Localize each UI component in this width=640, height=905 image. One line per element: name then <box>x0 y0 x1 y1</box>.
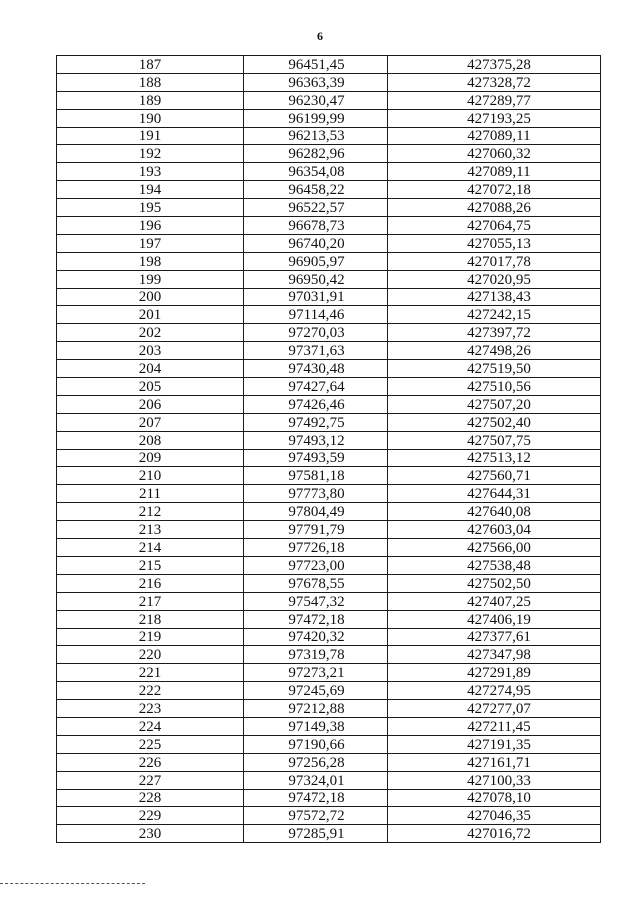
table-row <box>57 556 601 574</box>
table-row <box>57 217 601 235</box>
x-coordinate-cell: 97031,91 <box>244 288 388 306</box>
point-number-cell: 193 <box>57 163 244 181</box>
point-number-cell: 204 <box>57 360 244 378</box>
x-coordinate-cell: 97678,55 <box>244 574 388 592</box>
point-number-cell: 199 <box>57 270 244 288</box>
x-coordinate-cell: 97427,64 <box>244 378 388 396</box>
x-coordinate-cell: 97472,18 <box>244 789 388 807</box>
point-number-cell: 189 <box>57 91 244 109</box>
x-coordinate-cell: 97273,21 <box>244 664 388 682</box>
x-coordinate-cell: 96213,53 <box>244 127 388 145</box>
x-coordinate-cell: 97324,01 <box>244 771 388 789</box>
point-number-cell: 212 <box>57 503 244 521</box>
y-coordinate-cell: 427193,25 <box>388 109 601 127</box>
point-number-cell: 194 <box>57 181 244 199</box>
table-row <box>57 91 601 109</box>
point-number-cell: 221 <box>57 664 244 682</box>
y-coordinate-cell: 427138,43 <box>388 288 601 306</box>
y-coordinate-cell: 427161,71 <box>388 753 601 771</box>
table-row <box>57 252 601 270</box>
table-row <box>57 771 601 789</box>
x-coordinate-cell: 97270,03 <box>244 324 388 342</box>
point-number-cell: 228 <box>57 789 244 807</box>
x-coordinate-cell: 96950,42 <box>244 270 388 288</box>
y-coordinate-cell: 427566,00 <box>388 539 601 557</box>
point-number-cell: 230 <box>57 825 244 843</box>
y-coordinate-cell: 427538,48 <box>388 556 601 574</box>
y-coordinate-cell: 427513,12 <box>388 449 601 467</box>
point-number-cell: 205 <box>57 378 244 396</box>
x-coordinate-cell: 97492,75 <box>244 413 388 431</box>
y-coordinate-cell: 427289,77 <box>388 91 601 109</box>
table-row <box>57 127 601 145</box>
x-coordinate-cell: 97547,32 <box>244 592 388 610</box>
y-coordinate-cell: 427060,32 <box>388 145 601 163</box>
table-row <box>57 789 601 807</box>
table-row <box>57 753 601 771</box>
y-coordinate-cell: 427191,35 <box>388 735 601 753</box>
table-row <box>57 485 601 503</box>
y-coordinate-cell: 427502,40 <box>388 413 601 431</box>
table-row <box>57 288 601 306</box>
point-number-cell: 195 <box>57 199 244 217</box>
table-row <box>57 735 601 753</box>
point-number-cell: 211 <box>57 485 244 503</box>
x-coordinate-cell: 96282,96 <box>244 145 388 163</box>
y-coordinate-cell: 427211,45 <box>388 717 601 735</box>
x-coordinate-cell: 97256,28 <box>244 753 388 771</box>
point-number-cell: 202 <box>57 324 244 342</box>
point-number-cell: 192 <box>57 145 244 163</box>
page-number: 6 <box>317 29 323 43</box>
y-coordinate-cell: 427560,71 <box>388 467 601 485</box>
y-coordinate-cell: 427055,13 <box>388 234 601 252</box>
table-row <box>57 109 601 127</box>
y-coordinate-cell: 427507,75 <box>388 431 601 449</box>
y-coordinate-cell: 427291,89 <box>388 664 601 682</box>
y-coordinate-cell: 427046,35 <box>388 807 601 825</box>
x-coordinate-cell: 97773,80 <box>244 485 388 503</box>
table-row <box>57 717 601 735</box>
point-number-cell: 201 <box>57 306 244 324</box>
point-number-cell: 210 <box>57 467 244 485</box>
point-number-cell: 215 <box>57 556 244 574</box>
x-coordinate-cell: 97426,46 <box>244 395 388 413</box>
point-number-cell: 197 <box>57 234 244 252</box>
coordinates-table <box>56 55 601 843</box>
table-row <box>57 628 601 646</box>
point-number-cell: 208 <box>57 431 244 449</box>
y-coordinate-cell: 427640,08 <box>388 503 601 521</box>
y-coordinate-cell: 427020,95 <box>388 270 601 288</box>
x-coordinate-cell: 96230,47 <box>244 91 388 109</box>
point-number-cell: 217 <box>57 592 244 610</box>
x-coordinate-cell: 96740,20 <box>244 234 388 252</box>
table-row <box>57 342 601 360</box>
x-coordinate-cell: 97285,91 <box>244 825 388 843</box>
x-coordinate-cell: 97726,18 <box>244 539 388 557</box>
y-coordinate-cell: 427347,98 <box>388 646 601 664</box>
x-coordinate-cell: 96354,08 <box>244 163 388 181</box>
y-coordinate-cell: 427088,26 <box>388 199 601 217</box>
table-row <box>57 825 601 843</box>
x-coordinate-cell: 96905,97 <box>244 252 388 270</box>
y-coordinate-cell: 427507,20 <box>388 395 601 413</box>
x-coordinate-cell: 96522,57 <box>244 199 388 217</box>
table-row <box>57 324 601 342</box>
table-row <box>57 378 601 396</box>
table-row <box>57 521 601 539</box>
point-number-cell: 213 <box>57 521 244 539</box>
x-coordinate-cell: 97791,79 <box>244 521 388 539</box>
table-row <box>57 181 601 199</box>
point-number-cell: 190 <box>57 109 244 127</box>
y-coordinate-cell: 427277,07 <box>388 700 601 718</box>
x-coordinate-cell: 97212,88 <box>244 700 388 718</box>
y-coordinate-cell: 427406,19 <box>388 610 601 628</box>
x-coordinate-cell: 97190,66 <box>244 735 388 753</box>
table-row <box>57 199 601 217</box>
y-coordinate-cell: 427375,28 <box>388 56 601 74</box>
y-coordinate-cell: 427072,18 <box>388 181 601 199</box>
table-row <box>57 431 601 449</box>
table-row <box>57 700 601 718</box>
y-coordinate-cell: 427017,78 <box>388 252 601 270</box>
table-row <box>57 163 601 181</box>
x-coordinate-cell: 97149,38 <box>244 717 388 735</box>
y-coordinate-cell: 427377,61 <box>388 628 601 646</box>
table-row <box>57 360 601 378</box>
table-row <box>57 395 601 413</box>
x-coordinate-cell: 97581,18 <box>244 467 388 485</box>
y-coordinate-cell: 427519,50 <box>388 360 601 378</box>
point-number-cell: 226 <box>57 753 244 771</box>
x-coordinate-cell: 96458,22 <box>244 181 388 199</box>
point-number-cell: 220 <box>57 646 244 664</box>
x-coordinate-cell: 97420,32 <box>244 628 388 646</box>
point-number-cell: 229 <box>57 807 244 825</box>
table-row <box>57 467 601 485</box>
table-row <box>57 592 601 610</box>
table-row <box>57 610 601 628</box>
table-row <box>57 646 601 664</box>
table-row <box>57 145 601 163</box>
y-coordinate-cell: 427089,11 <box>388 127 601 145</box>
x-coordinate-cell: 97493,12 <box>244 431 388 449</box>
point-number-cell: 227 <box>57 771 244 789</box>
point-number-cell: 214 <box>57 539 244 557</box>
x-coordinate-cell: 97572,72 <box>244 807 388 825</box>
table-row <box>57 539 601 557</box>
point-number-cell: 225 <box>57 735 244 753</box>
y-coordinate-cell: 427498,26 <box>388 342 601 360</box>
table-row <box>57 664 601 682</box>
y-coordinate-cell: 427078,10 <box>388 789 601 807</box>
x-coordinate-cell: 96363,39 <box>244 73 388 91</box>
x-coordinate-cell: 97804,49 <box>244 503 388 521</box>
y-coordinate-cell: 427089,11 <box>388 163 601 181</box>
y-coordinate-cell: 427644,31 <box>388 485 601 503</box>
point-number-cell: 187 <box>57 56 244 74</box>
point-number-cell: 200 <box>57 288 244 306</box>
y-coordinate-cell: 427242,15 <box>388 306 601 324</box>
x-coordinate-cell: 96451,45 <box>244 56 388 74</box>
table-row <box>57 56 601 74</box>
y-coordinate-cell: 427064,75 <box>388 217 601 235</box>
table-row <box>57 807 601 825</box>
point-number-cell: 198 <box>57 252 244 270</box>
table-row <box>57 306 601 324</box>
point-number-cell: 207 <box>57 413 244 431</box>
table-row <box>57 270 601 288</box>
table-row <box>57 234 601 252</box>
y-coordinate-cell: 427603,04 <box>388 521 601 539</box>
point-number-cell: 218 <box>57 610 244 628</box>
x-coordinate-cell: 97723,00 <box>244 556 388 574</box>
footer-rule <box>0 883 145 884</box>
point-number-cell: 224 <box>57 717 244 735</box>
y-coordinate-cell: 427510,56 <box>388 378 601 396</box>
x-coordinate-cell: 97245,69 <box>244 682 388 700</box>
table-row <box>57 574 601 592</box>
x-coordinate-cell: 97371,63 <box>244 342 388 360</box>
point-number-cell: 191 <box>57 127 244 145</box>
y-coordinate-cell: 427397,72 <box>388 324 601 342</box>
y-coordinate-cell: 427016,72 <box>388 825 601 843</box>
y-coordinate-cell: 427407,25 <box>388 592 601 610</box>
coordinates-table-body <box>57 56 601 843</box>
x-coordinate-cell: 96199,99 <box>244 109 388 127</box>
y-coordinate-cell: 427328,72 <box>388 73 601 91</box>
point-number-cell: 209 <box>57 449 244 467</box>
point-number-cell: 206 <box>57 395 244 413</box>
x-coordinate-cell: 97493,59 <box>244 449 388 467</box>
table-row <box>57 73 601 91</box>
table-row <box>57 503 601 521</box>
table-row <box>57 413 601 431</box>
x-coordinate-cell: 97472,18 <box>244 610 388 628</box>
table-row <box>57 682 601 700</box>
table-row <box>57 449 601 467</box>
x-coordinate-cell: 97430,48 <box>244 360 388 378</box>
x-coordinate-cell: 96678,73 <box>244 217 388 235</box>
y-coordinate-cell: 427502,50 <box>388 574 601 592</box>
point-number-cell: 216 <box>57 574 244 592</box>
y-coordinate-cell: 427100,33 <box>388 771 601 789</box>
point-number-cell: 196 <box>57 217 244 235</box>
y-coordinate-cell: 427274,95 <box>388 682 601 700</box>
point-number-cell: 222 <box>57 682 244 700</box>
point-number-cell: 203 <box>57 342 244 360</box>
point-number-cell: 188 <box>57 73 244 91</box>
point-number-cell: 219 <box>57 628 244 646</box>
point-number-cell: 223 <box>57 700 244 718</box>
x-coordinate-cell: 97114,46 <box>244 306 388 324</box>
x-coordinate-cell: 97319,78 <box>244 646 388 664</box>
